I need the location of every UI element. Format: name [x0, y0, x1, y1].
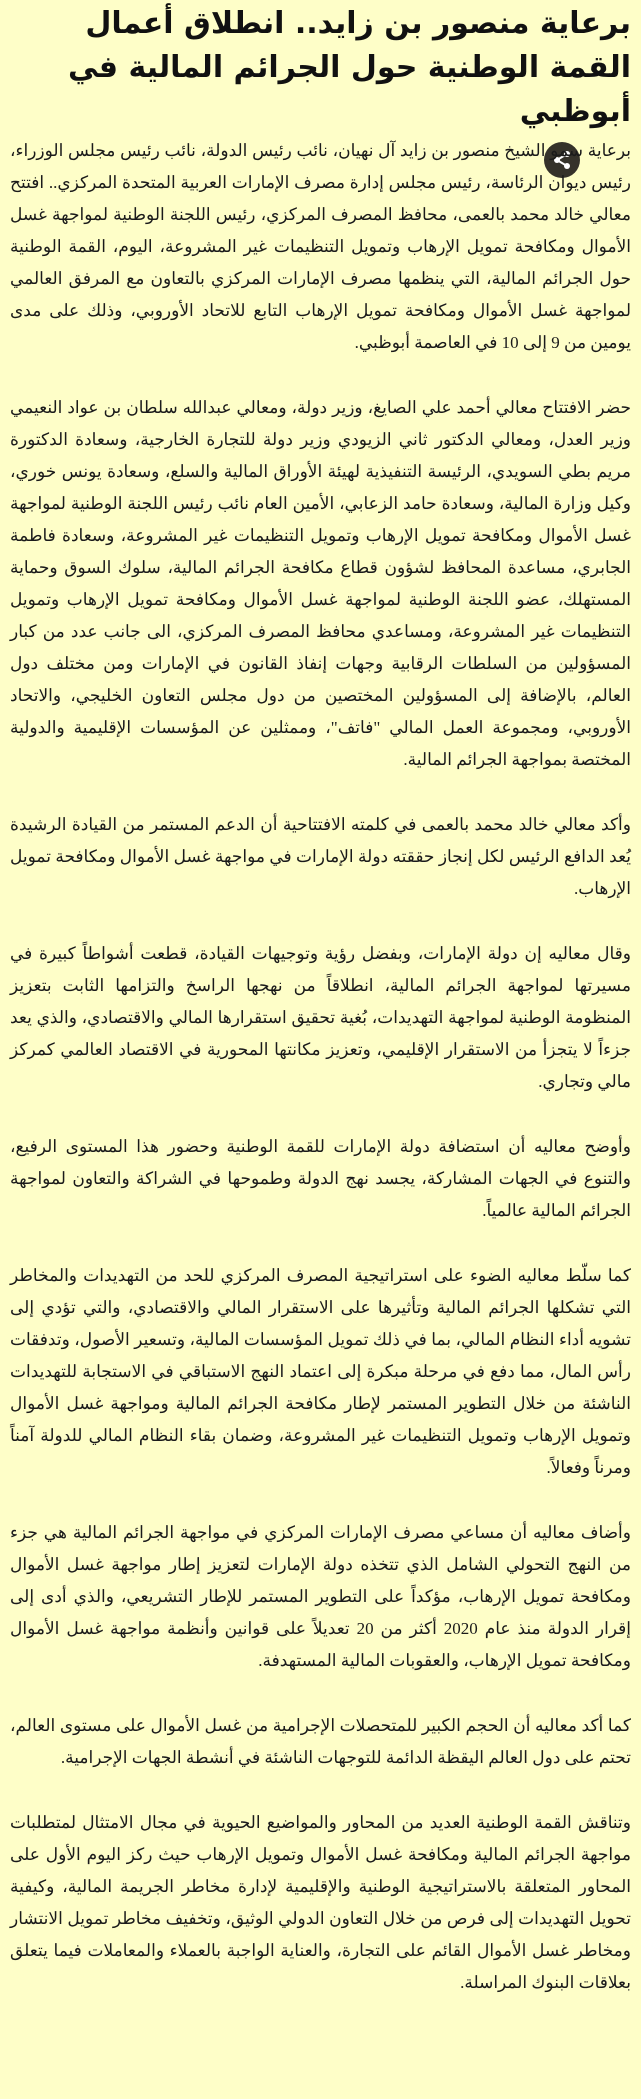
article-paragraph: حضر الافتتاح معالي أحمد علي الصايغ، وزير دولة، ومعالي عبدالله سلطان بن عواد النعيمي وزير العدل، ومعالي الدكتور ثاني الزيودي وزير دولة للتجارة الخارجية، وسعادة الدكتورة مريم بطي السويدي، الرئيسة التنفيذية لهيئة الأوراق المالية والسلع، وسعادة يونس خوري، وكيل وزارة المالية، وسعادة حامد الزعابي، الأمين العام نائب رئيس اللجنة الوطنية لمواجهة غسل الأموال ومكافحة تمويل الإرهاب وتمويل التنظيمات غير المشروعة، وسعادة فاطمة الجابري، مساعدة المحافظ لشؤون قطاع مكافحة الجرائم المالية، سلوك السوق وحماية المستهلك، عضو اللجنة الوطنية لمواجهة غسل الأموال ومكافحة تمويل الإرهاب وتمويل التنظيمات غير المشروعة، ومساعدي محافظ المصرف المركزي، الى جانب عدد من كبار المسؤولين من السلطات الرقابية وجهات إنفاذ القانون في الإمارات ومن مختلف دول العالم، بالإضافة إلى المسؤولين المختصين من دول مجلس التعاون الخليجي، والاتحاد الأوروبي، ومجموعة العمل المالي "فاتف"، وممثلين عن المؤسسات الإقليمية والدولية المختصة بمواجهة الجرائم المالية. — [10, 398, 631, 769]
article-title: برعاية منصور بن زايد.. انطلاق أعمال القمة الوطنية حول الجرائم المالية في أبوظبي — [68, 6, 631, 129]
article-paragraph: وأضاف معاليه أن مساعي مصرف الإمارات المركزي في مواجهة الجرائم المالية هي جزء من النهج التحولي الشامل الذي تتخذه دولة الإمارات لتعزيز إطار مواجهة غسل الأموال ومكافحة تمويل الإرهاب، مؤكداً على التطوير المستمر للإطار التشريعي، والذي أدى إلى إقرار الدولة منذ عام 2020 أكثر من 20 تعديلاً على قوانين وأنظمة مواجهة غسل الأموال ومكافحة تمويل الإرهاب، والعقوبات المالية المستهدفة. — [10, 1523, 632, 1670]
article-paragraph: وقال معاليه إن دولة الإمارات، وبفضل رؤية وتوجيهات القيادة، قطعت أشواطاً كبيرة في مسيرتها لمواجهة الجرائم المالية، انطلاقاً من نهجها الراسخ والتزامها الثابت بتعزيز المنظومة الوطنية لمواجهة التهديدات، بُغية تحقيق استقرارها المالي والاقتصادي، والذي يعد جزءاً لا يتجزأ من الاستقرار الإقليمي، وتعزيز مكانتها المحورية في الاقتصاد العالمي كمركز مالي وتجاري. — [10, 944, 631, 1091]
article-paragraph: وأكد معالي خالد محمد بالعمى في كلمته الافتتاحية أن الدعم المستمر من القيادة الرشيدة يُعد الدافع الرئيس لكل إنجاز حققته دولة الإمارات في مواجهة غسل الأموال ومكافحة تمويل الإرهاب. — [10, 815, 631, 898]
article-paragraph: كما أكد معاليه أن الحجم الكبير للمتحصلات الإجرامية من غسل الأموال على مستوى العالم، تحتم على دول العالم اليقظة الدائمة للتوجهات الناشئة في أنشطة الجهات الإجرامية. — [10, 1716, 631, 1767]
article-body — [10, 135, 631, 2032]
article-paragraph: برعاية سمو الشيخ منصور بن زايد آل نهيان، نائب رئيس الدولة، نائب رئيس مجلس الوزراء، رئيس ديوان الرئاسة، رئيس مجلس إدارة مصرف الإمارات العربية المتحدة المركزي.. افتتح معالي خالد محمد بالعمى، محافظ المصرف المركزي، رئيس اللجنة الوطنية لمواجهة غسل الأموال ومكافحة تمويل الإرهاب وتمويل التنظيمات غير المشروعة، اليوم، القمة الوطنية حول الجرائم المالية، التي ينظمها مصرف الإمارات المركزي بالتعاون مع المرفق العالمي لمواجهة غسل الأموال ومكافحة تمويل الإرهاب التابع للاتحاد الأوروبي، وذلك على مدى يومين من 9 إلى 10 في العاصمة أبوظبي. — [10, 141, 631, 352]
article-paragraph: كما سلّط معاليه الضوء على استراتيجية المصرف المركزي للحد من التهديدات والمخاطر التي تشكلها الجرائم المالية وتأثيرها على الاستقرار المالي والاقتصادي، والتي تؤدي إلى تشويه أداء النظام المالي، بما في ذلك تمويل المؤسسات المالية، وتسعير الأصول، وتدفقات رأس المال، مما دفع في مرحلة مبكرة إلى اعتماد النهج الاستباقي في الاستجابة للتهديدات الناشئة من خلال التطوير المستمر لإطار مكافحة الجرائم المالية ومواجهة غسل الأموال وتمويل الإرهاب وتمويل التنظيمات غير المشروعة، وضمان بقاء النظام المالي للدولة آمناً ومرناً وفعالاً. — [10, 1266, 631, 1477]
article-paragraph: وتناقش القمة الوطنية العديد من المحاور والمواضيع الحيوية في مجال الامتثال لمتطلبات مواجهة الجرائم المالية ومكافحة غسل الأموال وتمويل الإرهاب حيث ركز اليوم الأول على المحاور المتعلقة بالاستراتيجية الوطنية والإقليمية لإدارة مخاطر الجريمة المالية، وكيفية تحويل التهديدات إلى فرص من خلال التعاون الدولي الوثيق، وتخفيف مخاطر تمويل الانتشار ومخاطر غسل الأموال القائم على التجارة، والعناية الواجبة بالعملاء والمعاملات فيما يتعلق بعلاقات البنوك المراسلة. — [10, 1813, 631, 1992]
article-paragraph: وأوضح معاليه أن استضافة دولة الإمارات للقمة الوطنية وحضور هذا المستوى الرفيع، والتنوع في الجهات المشاركة، يجسد نهج الدولة وطموحها في الشراكة والتعاون لمواجهة الجرائم المالية عالمياً. — [10, 1137, 631, 1220]
